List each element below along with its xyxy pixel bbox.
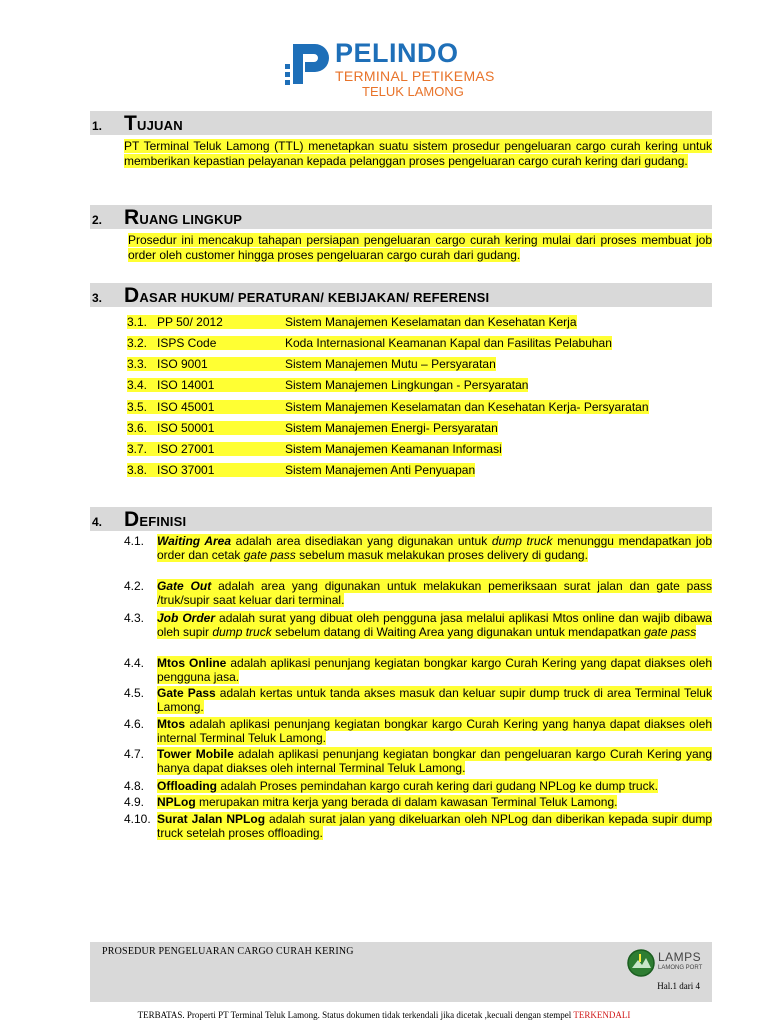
footer-disclaimer-status: TERKENDALI — [573, 1010, 631, 1020]
section-number: 4. — [92, 515, 103, 529]
reference-item: 3.7. ISO 27001 Sistem Manajemen Keamanan Informasi — [127, 442, 502, 456]
pelindo-mark-icon — [285, 40, 333, 88]
page-number: Hal.1 dari 4 — [657, 981, 700, 991]
section-number: 2. — [92, 213, 103, 227]
reference-item: 3.8. ISO 37001 Sistem Manajemen Anti Penyuapan — [127, 463, 476, 477]
section-header-referensi — [90, 283, 712, 307]
section-header-ruang-lingkup — [90, 205, 712, 229]
page-footer — [90, 942, 712, 1002]
section-title: DEFINISI — [124, 508, 187, 531]
lamps-emblem-icon — [626, 948, 656, 978]
tujuan-paragraph: PT Terminal Teluk Lamong (TTL) menetapkan suatu sistem prosedur pengeluaran cargo curah kering untuk memberikan kepastian pelayanan kepada pelanggan proses pengeluaran cargo curah kering dari gudang. — [124, 139, 712, 168]
footer-document-title: PROSEDUR PENGELUARAN CARGO CURAH KERING — [102, 946, 354, 957]
section-number: 1. — [92, 119, 103, 133]
section-header-definisi — [90, 507, 712, 531]
brand-name: PELINDO — [335, 38, 459, 68]
pelindo-logo — [285, 38, 525, 106]
section-title: DASAR HUKUM/ PERATURAN/ KEBIJAKAN/ REFERENSI — [124, 284, 490, 307]
lamps-logo-text: LAMPS — [658, 950, 702, 964]
brand-subtitle: TERMINAL PETIKEMAS — [335, 68, 495, 84]
reference-item: 3.3. ISO 9001 Sistem Manajemen Mutu – Persyaratan — [127, 357, 496, 371]
section-number: 3. — [92, 291, 103, 305]
reference-item: 3.6. ISO 50001 Sistem Manajemen Energi- Persyaratan — [127, 421, 498, 435]
section-header-tujuan — [90, 111, 712, 135]
reference-item: 3.5. ISO 45001 Sistem Manajemen Keselamatan dan Kesehatan Kerja- Persyaratan — [127, 400, 649, 414]
lamps-logo-subtext: LAMONG PORT — [658, 965, 703, 971]
ruang-lingkup-paragraph: Prosedur ini mencakup tahapan persiapan pengeluaran cargo curah kering mulai dari proses membuat job order oleh customer hingga proses pengeluaran cargo curah dari gudang. — [128, 233, 712, 262]
reference-item: 3.4. ISO 14001 Sistem Manajemen Lingkungan - Persyaratan — [127, 378, 529, 392]
brand-location: TELUK LAMONG — [362, 84, 464, 99]
section-title: TUJUAN — [124, 112, 183, 135]
footer-disclaimer: TERBATAS. Properti PT Terminal Teluk Lamong. Status dokumen tidak terkendali jika dicetak ,kecuali dengan stempel TERKENDALI — [137, 1010, 631, 1020]
reference-item: 3.2. ISPS Code Koda Internasional Keamanan Kapal dan Fasilitas Pelabuhan — [127, 336, 612, 350]
section-title: RUANG LINGKUP — [124, 206, 243, 229]
lamps-logo — [626, 948, 706, 980]
reference-item: 3.1. PP 50/ 2012 Sistem Manajemen Keselamatan dan Kesehatan Kerja — [127, 315, 577, 329]
